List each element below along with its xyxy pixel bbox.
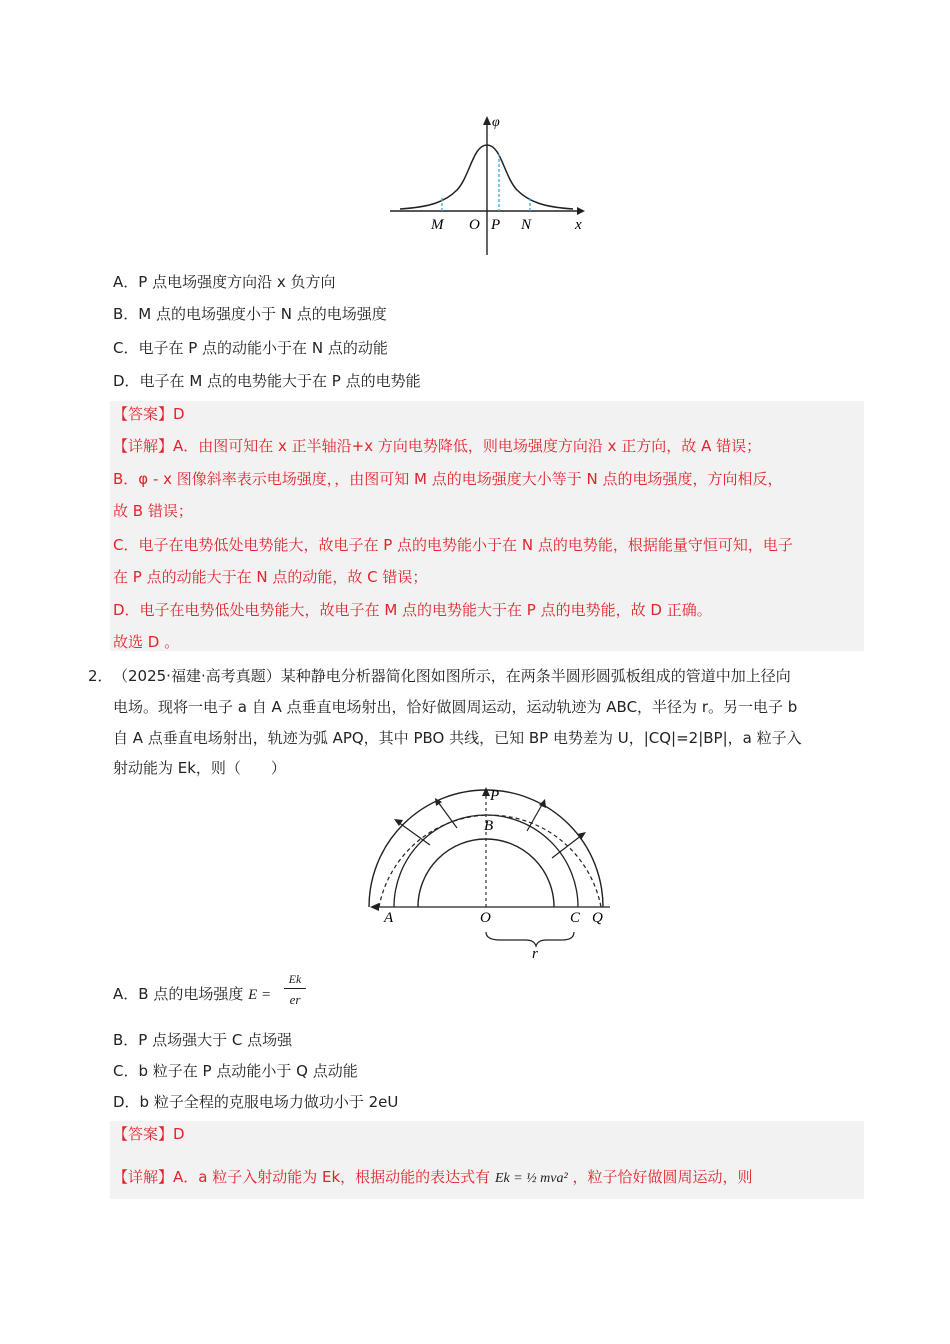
figure-phi-x-graph bbox=[385, 110, 595, 260]
q2-answer: 【答案】D bbox=[113, 1125, 185, 1143]
q2-option-c[interactable]: C．b 粒子在 P 点动能小于 Q 点动能 bbox=[113, 1062, 358, 1080]
q1-explain-line: 故 B 错误； bbox=[113, 502, 193, 520]
q2-option-b[interactable]: B．P 点场强大于 C 点场强 bbox=[113, 1031, 293, 1049]
fraction-numerator: Ek bbox=[288, 972, 302, 986]
m-label: M bbox=[431, 217, 444, 233]
phi-label: φ bbox=[492, 115, 500, 130]
a-point-label: A bbox=[384, 910, 394, 926]
q2-explain-prefix: 【详解】A．a 粒子入射动能为 Ek，根据动能的表达式有 bbox=[113, 1168, 491, 1186]
q1-explain-line: B．φ - x 图像斜率表示电场强度，，由图可知 M 点的电场强度大小等于 N 点的电场强度，方向相反， bbox=[113, 470, 783, 488]
n-label: N bbox=[521, 217, 532, 233]
q1-explain-line: 在 P 点的动能大于在 N 点的动能，故 C 错误； bbox=[113, 568, 428, 586]
q2-stem-line: 自 A 点垂直电场射出，轨迹为弧 APQ，其中 PBO 共线，已知 BP 电势差为 U，|CQ|=2|BP|，a 粒子入 bbox=[113, 729, 802, 747]
p-point-label: P bbox=[490, 788, 500, 804]
o-label: O bbox=[469, 217, 480, 233]
q2-option-d[interactable]: D．b 粒子全程的克服电场力做功小于 2eU bbox=[113, 1093, 399, 1111]
fraction-bar bbox=[284, 988, 306, 989]
q1-answer: 【答案】D bbox=[113, 405, 185, 423]
q1-option-d[interactable]: D．电子在 M 点的电势能大于在 P 点的电势能 bbox=[113, 372, 421, 390]
q1-explain-line: 故选 D 。 bbox=[113, 633, 180, 651]
q2-explain-suffix: ，粒子恰好做圆周运动，则 bbox=[572, 1168, 753, 1186]
q1-option-b[interactable]: B．M 点的电场强度小于 N 点的电场强度 bbox=[113, 305, 387, 323]
q1-option-c[interactable]: C．电子在 P 点的动能小于在 N 点的动能 bbox=[113, 339, 388, 357]
b-point-label: B bbox=[484, 818, 494, 834]
q2-option-a[interactable] bbox=[113, 984, 271, 1005]
q2-explain-line bbox=[113, 1167, 752, 1189]
q1-explain-line: D．电子在电势低处电势能大，故电子在 M 点的电势能大于在 P 点的电势能，故 D 正确。 bbox=[113, 601, 712, 619]
q2-number: 2． bbox=[88, 667, 113, 685]
q-point-label: Q bbox=[592, 910, 603, 926]
q2-stem-line: 射动能为 Ek，则（ ） bbox=[113, 759, 286, 777]
kinetic-energy-formula: Ek = ½ mva² bbox=[494, 1171, 568, 1186]
q2-option-a-text: A．B 点的电场强度 bbox=[113, 985, 244, 1003]
p-label: P bbox=[491, 217, 501, 233]
x-label: x bbox=[575, 217, 582, 233]
q1-explain-line: C．电子在电势低处电势能大，故电子在 P 点的电势能小于在 N 点的电势能，根据能量守恒可知，电子 bbox=[113, 536, 793, 554]
q1-explain-line: 【详解】A．由图可知在 x 正半轴沿+x 方向电势降低，则电场强度方向沿 x 正方向，故 A 错误； bbox=[113, 437, 762, 455]
fraction-denominator: er bbox=[289, 992, 301, 1007]
c-point-label: C bbox=[570, 910, 581, 926]
q2-stem-line: 电场。现将一电子 a 自 A 点垂直电场射出，恰好做圆周运动，运动轨迹为 ABC，半径为 r。另一电子 b bbox=[113, 698, 798, 716]
figure-electrostatic-analyzer bbox=[360, 780, 620, 965]
q2-stem-line: （2025·福建·高考真题）某种静电分析器简化图如图所示，在两条半圆形圆弧板组成的管道中加上径向 bbox=[113, 667, 791, 685]
r-label: r bbox=[532, 946, 538, 962]
q1-option-a[interactable]: A．P 点电场强度方向沿 x 负方向 bbox=[113, 273, 336, 291]
o-point-label: O bbox=[480, 910, 491, 926]
formula-lhs: E = bbox=[248, 987, 272, 1003]
